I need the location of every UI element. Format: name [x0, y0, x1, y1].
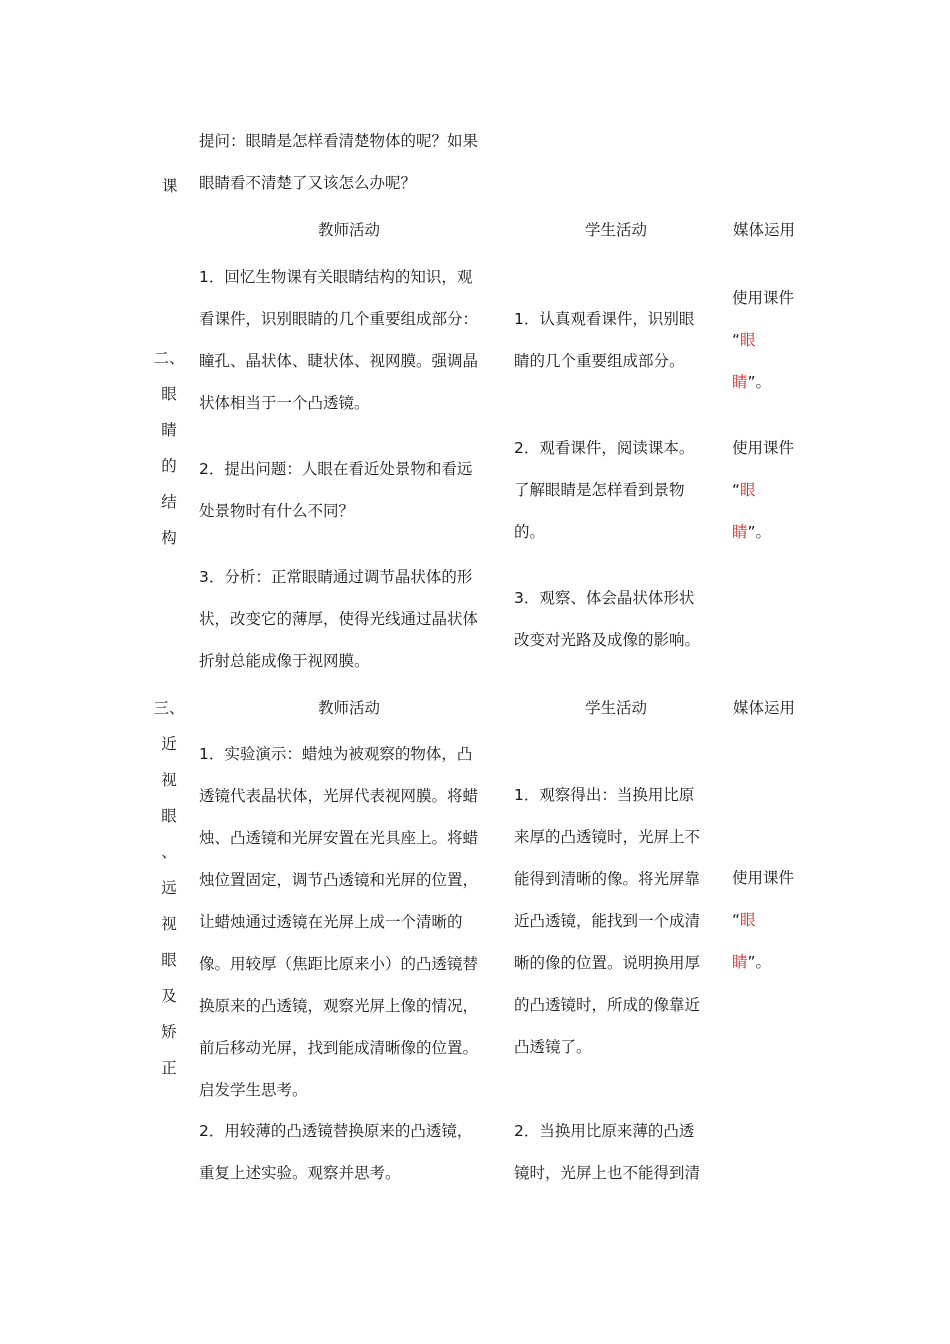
header-media-use: 媒体运用 [733, 221, 796, 239]
teacher-activity-experiment-1: 1．实验演示：蜡烛为被观察的物体，凸 透镜代表晶状体，光屏代表视网膜。将蜡 烛、凸透镜和光屏安置在光具座上。将蜡 烛位置固定，调节凸透镜和光屏的位置， 让蜡烛通过透镜在光屏上成一个清晰的 像。用较厚（焦距比原来小）的凸透镜替 换原来的凸透镜，观察光屏上像的情况， 前后移动光屏，找到能成清晰像的位置。 启发学生思考。 [199, 745, 479, 1099]
header-student-activity: 学生活动 [585, 699, 648, 717]
teacher-activity-2: 2．提出问题：人眼在看近处景物和看远 处景物时有什么不同？ [199, 460, 473, 520]
student-activity-observe-2: 2．当换用比原来薄的凸透 镜时，光屏上也不能得到清 [514, 1122, 701, 1182]
header-student-activity: 学生活动 [585, 221, 648, 239]
header-media-use: 媒体运用 [733, 699, 796, 717]
section-label-myopia-hyperopia: 三、 近 视 眼 、 远 视 眼 及 矫 正 [153, 699, 185, 1077]
student-activity-3: 3．观察、体会晶状体形状 改变对光路及成像的影响。 [514, 589, 701, 649]
header-teacher-activity: 教师活动 [318, 221, 381, 239]
intro-line: 提问：眼睛是怎样看清楚物体的呢？如果 [199, 132, 479, 150]
intro-line: 眼睛看不清楚了又该怎么办呢？ [199, 174, 417, 192]
lesson-label: 课 [162, 177, 178, 195]
intro-question [199, 120, 504, 204]
section-label-eye-structure: 二、 眼 睛 的 结 构 [153, 349, 185, 547]
teacher-activity-experiment-2: 2．用较薄的凸透镜替换原来的凸透镜， 重复上述实验。观察并思考。 [199, 1122, 473, 1182]
student-activity-2: 2．观看课件，阅读课本。 了解眼睛是怎样看到景物 的。 [514, 439, 695, 541]
teacher-activity-1: 1．回忆生物课有关眼睛结构的知识，观 看课件，识别眼睛的几个重要组成部分： 瞳孔、晶状体、睫状体、视网膜。强调晶 状体相当于一个凸透镜。 [199, 268, 479, 412]
student-activity-1: 1．认真观看课件，识别眼 睛的几个重要组成部分。 [514, 310, 695, 370]
media-use-3: 使用课件 “眼 睛”。 [732, 869, 795, 971]
student-activity-observe-1: 1．观察得出：当换用比原 来厚的凸透镜时，光屏上不 能得到清晰的像。将光屏靠 近凸透镜，能找到一个成清 晰的像的位置。说明换用厚 的凸透镜时，所成的像靠近 凸透镜了。 [514, 786, 701, 1056]
teacher-activity-3: 3．分析：正常眼睛通过调节晶状体的形 状，改变它的薄厚，使得光线通过晶状体 折射总能成像于视网膜。 [199, 568, 479, 670]
media-use-2: 使用课件 “眼 睛”。 [732, 439, 795, 541]
header-teacher-activity: 教师活动 [318, 699, 381, 717]
media-use-1: 使用课件 “眼 睛”。 [732, 289, 795, 391]
